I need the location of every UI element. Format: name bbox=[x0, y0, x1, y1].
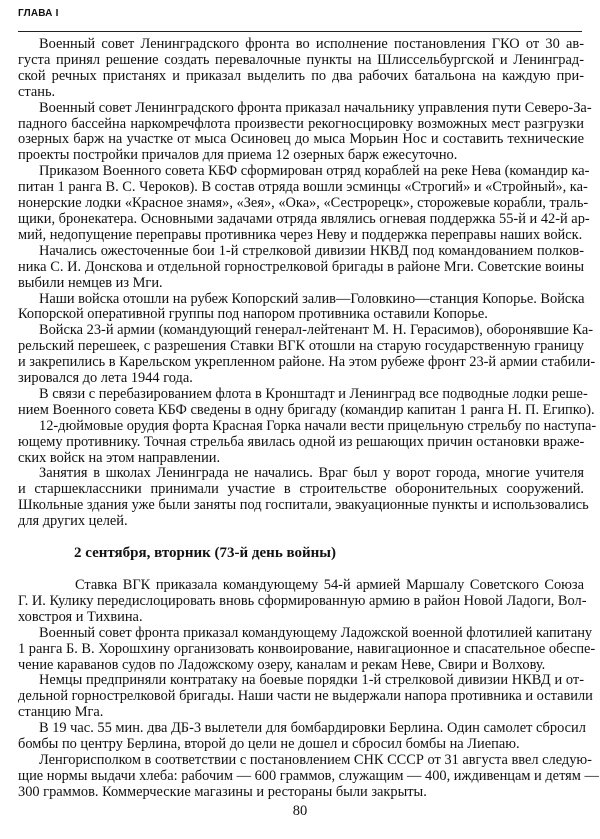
paragraph bbox=[18, 465, 589, 530]
paragraph bbox=[18, 624, 596, 674]
text-line: нонерские лодки «Красное знамя», «Зея», «Ока», «Сестрорецк», сторожевые корабли, траль- bbox=[18, 195, 589, 212]
text-line: 1 ранга Б. В. Хорошхину организовать конвоирование, навигационное и спасательное обеспе- bbox=[18, 640, 596, 657]
text-line: Войска 23-й армии (командующий генерал-лейтенант М. Н. Герасимов), оборонявшие Ка- bbox=[39, 322, 594, 339]
text-line: В связи с перебазированием флота в Кронштадт и Ленинград все подводные лодки реше- bbox=[39, 385, 588, 402]
text-line: Копорской оперативной группы под напором противника оставили Копорье. bbox=[18, 306, 488, 323]
header-rule bbox=[18, 31, 582, 32]
text-line: рельский перешеек, с разрешения Ставки ВГК отошли на старую государственную границу bbox=[18, 338, 584, 355]
text-line: 12-дюймовые орудия форта Красная Горка начали вести прицельную стрельбу по наступа- bbox=[39, 417, 597, 434]
text-line: Начались ожесточенные бои 1-й стрелковой дивизии НКВД под командованием полков- bbox=[39, 242, 584, 259]
paragraph bbox=[18, 417, 597, 467]
text-line: ника С. И. Донскова и отдельной горнострелковой бригады в районе Мги. Советские воины bbox=[18, 258, 584, 275]
paragraph bbox=[18, 99, 592, 165]
text-line: питан 1 ранга В. С. Чероков). В состав отряда вошли эсминцы «Строгий» и «Стройный», ка- bbox=[18, 179, 588, 196]
text-line: выбили немцев из Мги. bbox=[18, 274, 163, 291]
text-line: нием Военного совета КБФ сведены в одну бригаду (командир капитан 1 ранга Н. П. Египко). bbox=[18, 401, 595, 418]
text-line: ховстроя и Тихвина. bbox=[18, 608, 143, 625]
text-line: Школьные здания уже были заняты под госпитали, эвакуационные пункты и использовались bbox=[18, 497, 589, 514]
text-line: щики, бронекатера. Основными задачами отряда являлись огневая поддержка 55-й и 42-й ар- bbox=[18, 210, 590, 227]
text-line: озерных барж на участке от мыса Осиновец до мыса Морьин Нос и составить технические bbox=[18, 131, 584, 148]
text-line: мий, недопущение переправы противника через Неву и поддержка переправы наших войск. bbox=[18, 226, 583, 243]
text-line: зировался до лета 1944 года. bbox=[18, 370, 193, 387]
paragraph bbox=[18, 163, 590, 244]
text-line: проекты постройки причалов для приема 12 озерных барж ежесуточно. bbox=[18, 147, 458, 164]
text-line: и закрепились в Карельском укрепленном районе. На этом рубеже фронт 23-й армии стабили- bbox=[18, 354, 596, 371]
paragraph bbox=[18, 244, 584, 292]
paragraph bbox=[18, 721, 584, 753]
text-line: ских войск на этом направлении. bbox=[18, 449, 221, 466]
paragraph bbox=[18, 672, 593, 721]
text-line: ющему противнику. Точная стрельба явилась одной из решающих причин остановки враже- bbox=[18, 433, 585, 450]
text-line: Наши войска отошли на рубеж Копорский залив—Головкино—станция Копорье. Войска bbox=[39, 290, 585, 307]
text-line: и старшеклассники принимали участие в строительстве оборонительных сооружений. bbox=[18, 481, 584, 498]
text-line: ской речных пристанях и приказал выделить по два рабочих батальона на каждую при- bbox=[18, 67, 584, 84]
text-line: Г. И. Кулику передислоцировать вновь сформированную армию в район Новой Ладоги, Вол- bbox=[18, 592, 587, 609]
text-line: густа принял решение создать перевалочные пункты на Шлиссельбургской и Ленинград- bbox=[18, 51, 584, 68]
paragraph bbox=[18, 577, 587, 626]
paragraph bbox=[18, 292, 584, 324]
text-line: Ставка ВГК приказала командующему 54-й армией Маршалу Советского Союза bbox=[75, 577, 584, 593]
page-number: 80 bbox=[292, 803, 308, 819]
section-1-text bbox=[18, 36, 597, 530]
paragraph bbox=[18, 37, 584, 101]
section-2-text bbox=[18, 577, 599, 801]
text-line: чение караванов судов по Ладожскому озеру, каналам и рекам Неве, Свири и Волхову. bbox=[18, 656, 546, 673]
paragraph bbox=[18, 322, 596, 387]
text-line: падного бассейна наркомречфлота произвести рекогносцировку возможных мест разгрузки bbox=[18, 115, 584, 132]
paragraph bbox=[18, 385, 595, 419]
text-line: дельной горнострелковой бригады. Наши части не выдержали напора противника и оставили bbox=[18, 688, 593, 705]
text-line: Военный совет Ленинградского фронта во исполнение постановления ГКО от 30 ав- bbox=[39, 36, 584, 52]
text-line: Военный совет Ленинградского фронта приказал начальнику управления пути Северо-За- bbox=[39, 99, 592, 116]
text-line: для других целей. bbox=[18, 513, 128, 530]
running-head: ГЛАВА I bbox=[18, 8, 59, 19]
paragraph bbox=[18, 751, 599, 801]
text-line: Ленгорисполком в соответствии с постановлением СНК СССР от 31 августа ввел следую- bbox=[39, 751, 592, 768]
text-line: 300 граммов. Коммерческие магазины и рестораны были закрыты. bbox=[18, 783, 427, 800]
text-line: бомбы по центру Берлина, второй до цели не дошел и сбросил бомбы на Лиепаю. bbox=[18, 736, 520, 753]
text-line: Немцы предприняли контратаку на боевые порядки 1-й стрелковой дивизии НКВД и от- bbox=[39, 672, 584, 689]
text-line: Занятия в школах Ленинграда не начались. Враг был у ворот города, многие учителя bbox=[39, 465, 584, 482]
text-line: стань. bbox=[18, 83, 56, 100]
section-heading: 2 сентября, вторник (73-й день войны) bbox=[74, 545, 336, 561]
text-line: станцию Мга. bbox=[18, 704, 104, 721]
text-line: Приказом Военного совета КБФ сформирован отряд кораблей на реке Нева (командир ка- bbox=[39, 163, 590, 180]
text-line: В 19 час. 55 мин. два ДБ-3 вылетели для бомбардировки Берлина. Один самолет сбросил bbox=[39, 720, 586, 737]
text-line: щие нормы выдачи хлеба: рабочим — 600 граммов, служащим — 400, иждивенцам и детям — bbox=[18, 767, 599, 784]
text-line: Военный совет фронта приказал командующему Ладожской военной флотилией капитану bbox=[39, 624, 593, 641]
